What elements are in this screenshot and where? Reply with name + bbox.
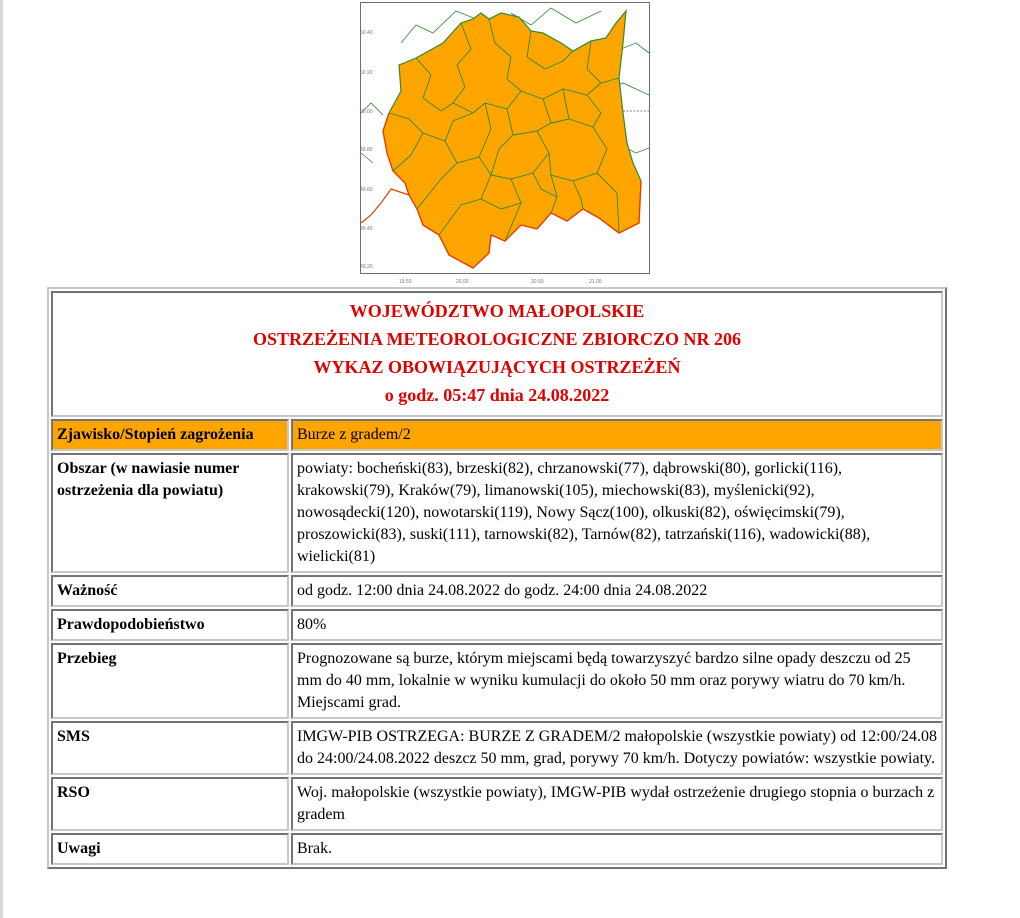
warnings-table — [47, 287, 947, 869]
lon-tick-label: 19.50 — [399, 279, 412, 285]
validity-row — [51, 575, 943, 607]
course-row — [51, 643, 943, 719]
region-title: WOJEWÓDZTWO MAŁOPOLSKIE — [349, 301, 645, 321]
phenomenon-value: Burze z gradem/2 — [291, 419, 943, 451]
validity-value: od godz. 12:00 dnia 24.08.2022 do godz. 24:00 dnia 24.08.2022 — [291, 575, 943, 607]
list-title: WYKAZ OBOWIĄZUJĄCYCH OSTRZEŻEŃ — [313, 357, 681, 377]
lat-tick-label: 50.00 — [360, 109, 373, 115]
header-row — [51, 291, 943, 417]
page-edge — [0, 0, 3, 918]
notes-label: Uwagi — [51, 833, 289, 865]
sms-row — [51, 721, 943, 775]
warnings-header — [51, 291, 943, 417]
rso-label: RSO — [51, 777, 289, 831]
phenomenon-label: Zjawisko/Stopień zagrożenia — [51, 419, 289, 451]
course-value: Prognozowane są burze, którym miejscami będą towarzyszyć bardzo silne opady deszczu od 25 mm do 40 mm, lokalnie w wyniku kumulacji do około 50 mm oraz porywy wiatru do 70 km/h. Miejscami grad. — [291, 643, 943, 719]
lat-tick-label: 49.60 — [360, 187, 373, 193]
lon-tick-label: 20.00 — [456, 279, 469, 285]
lat-tick-label: 50.20 — [360, 70, 373, 76]
notes-row — [51, 833, 943, 865]
voivodeship-area — [383, 11, 641, 268]
border-extension — [361, 189, 409, 223]
bulletin-title: OSTRZEŻENIA METEOROLOGICZNE ZBIORCZO NR 206 — [252, 329, 742, 349]
sms-label: SMS — [51, 721, 289, 775]
phenomenon-row — [51, 419, 943, 451]
probability-row — [51, 609, 943, 641]
malopolska-map-svg — [360, 3, 649, 285]
lon-tick-label: 20.50 — [531, 279, 544, 285]
issue-time: o godz. 05:47 dnia 24.08.2022 — [384, 385, 610, 405]
notes-value: Brak. — [291, 833, 943, 865]
lat-tick-label: 50.40 — [360, 30, 373, 36]
area-label: Obszar (w nawiasie numer ostrzeżenia dla powiatu) — [51, 453, 289, 573]
validity-label: Ważność — [51, 575, 289, 607]
rso-row — [51, 777, 943, 831]
lon-tick-label: 21.00 — [589, 279, 602, 285]
lat-tick-label: 49.20 — [360, 264, 373, 270]
warning-map — [360, 2, 650, 285]
area-row — [51, 453, 943, 573]
rso-value: Woj. małopolskie (wszystkie powiaty), IMGW-PIB wydał ostrzeżenie drugiego stopnia o burzach z gradem — [291, 777, 943, 831]
probability-label: Prawdopodobieństwo — [51, 609, 289, 641]
sms-value: IMGW-PIB OSTRZEGA: BURZE Z GRADEM/2 małopolskie (wszystkie powiaty) od 12:00/24.08 do 24:00/24.08.2022 deszcz 50 mm, grad, porywy 70 km/h. Dotyczy powiatów: wszystkie powiaty. — [291, 721, 943, 775]
lat-tick-label: 49.80 — [360, 147, 373, 153]
lat-tick-label: 49.40 — [360, 226, 373, 232]
course-label: Przebieg — [51, 643, 289, 719]
area-value: powiaty: bocheński(83), brzeski(82), chrzanowski(77), dąbrowski(80), gorlicki(116), krakowski(79), Kraków(79), limanowski(105), miechowski(83), myślenicki(92), nowosądecki(120), nowotarski(119), Nowy Sącz(100), olkuski(82), oświęcimski(79), proszowicki(83), suski(111), tarnowski(82), Tarnów(82), tatrzański(116), wadowicki(88), wielicki(81) — [291, 453, 943, 573]
probability-value: 80% — [291, 609, 943, 641]
